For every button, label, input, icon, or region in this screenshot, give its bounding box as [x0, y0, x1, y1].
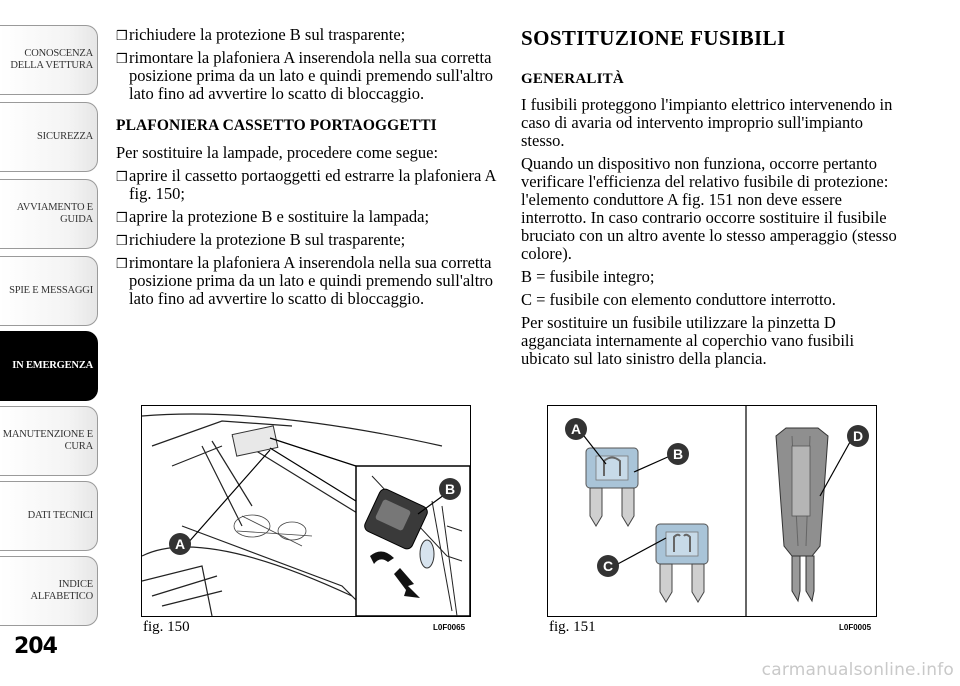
bullet-box-icon: ❒ [116, 210, 128, 225]
list-item [116, 26, 498, 44]
callout-d-badge [846, 424, 870, 448]
tab-label: AVVIAMENTO E GUIDA [16, 202, 93, 225]
bullet-box-icon: ❒ [116, 256, 128, 271]
paragraph: Quando un dispositivo non funziona, occorre pertanto verificare l'efficienza del relativo fusibile di protezione: l'elemento conduttore A fig. 151 non deve essere interrotto. In caso contrario occorre sostituire il fusibile bruciato con un altro avente lo stesso amperaggio (stesso colore). [521, 154, 897, 263]
list-item-text: rimontare la plafoniera A inserendola nella sua corretta posizione prima da un lato e quindi premendo sull'altro lato fino ad avvertire lo scatto di bloccaggio. [129, 48, 494, 103]
tab-in-emergenza[interactable] [0, 331, 98, 401]
bullet-box-icon: ❒ [116, 51, 128, 66]
list-item-text: richiudere la protezione B sul trasparente; [129, 230, 406, 249]
fuse-blown-icon [656, 524, 708, 602]
fuse-intact-icon [586, 448, 638, 526]
fuses-illustration [548, 406, 876, 616]
callout-label: A [174, 536, 186, 552]
bullet-box-icon: ❒ [116, 233, 128, 248]
tab-label: SICUREZZA [37, 131, 93, 142]
callout-label: D [852, 428, 864, 444]
list-item-text: richiudere la protezione B sul trasparente; [129, 25, 406, 44]
page-number: 204 [14, 634, 57, 659]
page-title: SOSTITUZIONE FUSIBILI [521, 26, 786, 50]
callout-label: B [672, 446, 684, 462]
figure-151 [547, 405, 877, 617]
callout-b-badge [438, 477, 462, 501]
tab-dati-tecnici[interactable] [0, 481, 98, 551]
callout-label: A [570, 421, 582, 437]
callout-label: B [444, 481, 456, 497]
list-item [116, 49, 498, 103]
tab-conoscenza-vettura[interactable] [0, 25, 98, 95]
list-item-text: aprire il cassetto portaoggetti ed estrarre la plafoniera A fig. 150; [129, 166, 496, 203]
callout-label: C [602, 558, 614, 574]
glovebox-illustration [142, 406, 470, 616]
tab-label: INDICE ALFABETICO [30, 579, 93, 602]
paragraph: Per sostituire un fusibile utilizzare la pinzetta D agganciata internamente al coperchio vano fusibili ubicato sul lato sinistro della plancia. [521, 313, 855, 368]
tab-label: SPIE E MESSAGGI [9, 285, 93, 296]
right-column [521, 26, 901, 373]
callout-c-badge [596, 554, 620, 578]
callout-a-badge [168, 532, 192, 556]
tab-sicurezza[interactable] [0, 102, 98, 172]
tab-label: DATI TECNICI [27, 510, 93, 521]
figure-151-caption: fig. 151 [549, 619, 596, 635]
section-subtitle: GENERALITÀ [521, 71, 624, 87]
list-item [116, 254, 498, 308]
list-item [116, 208, 498, 226]
callout-a-badge [564, 417, 588, 441]
left-column [116, 26, 498, 313]
tab-label: CONOSCENZA DELLA VETTURA [10, 48, 93, 71]
callout-b-badge [666, 442, 690, 466]
tab-manutenzione-cura[interactable] [0, 406, 98, 476]
section-heading: PLAFONIERA CASSETTO PORTAOGGETTI [116, 117, 437, 134]
tab-label: MANUTENZIONE E CURA [2, 429, 93, 452]
tab-indice-alfabetico[interactable] [0, 556, 98, 626]
list-item [116, 231, 498, 249]
tab-spie-messaggi[interactable] [0, 256, 98, 326]
intro-text: Per sostituire la lampade, procedere come segue: [116, 143, 439, 162]
list-item [116, 167, 498, 203]
tab-label: IN EMERGENZA [12, 360, 93, 371]
tab-avviamento-guida[interactable] [0, 179, 98, 249]
bullet-box-icon: ❒ [116, 28, 128, 43]
figure-150-code: L0F0065 [433, 623, 466, 632]
fuse-puller-icon [776, 428, 828, 601]
paragraph: B = fusibile integro; [521, 267, 655, 286]
paragraph: C = fusibile con elemento conduttore interrotto. [521, 290, 836, 309]
list-item-text: rimontare la plafoniera A inserendola nella sua corretta posizione prima da un lato e quindi premendo sull'altro lato fino ad avvertire lo scatto di bloccaggio. [129, 253, 494, 308]
bullet-box-icon: ❒ [116, 169, 128, 184]
figure-150 [141, 405, 471, 617]
figure-150-caption: fig. 150 [143, 619, 190, 635]
paragraph: I fusibili proteggono l'impianto elettrico intervenendo in caso di avaria od intervento improprio sull'impianto stesso. [521, 95, 893, 150]
list-item-text: aprire la protezione B e sostituire la lampada; [129, 207, 430, 226]
watermark: carmanualsonline.info [761, 660, 954, 680]
figure-151-code: L0F0005 [839, 623, 872, 632]
